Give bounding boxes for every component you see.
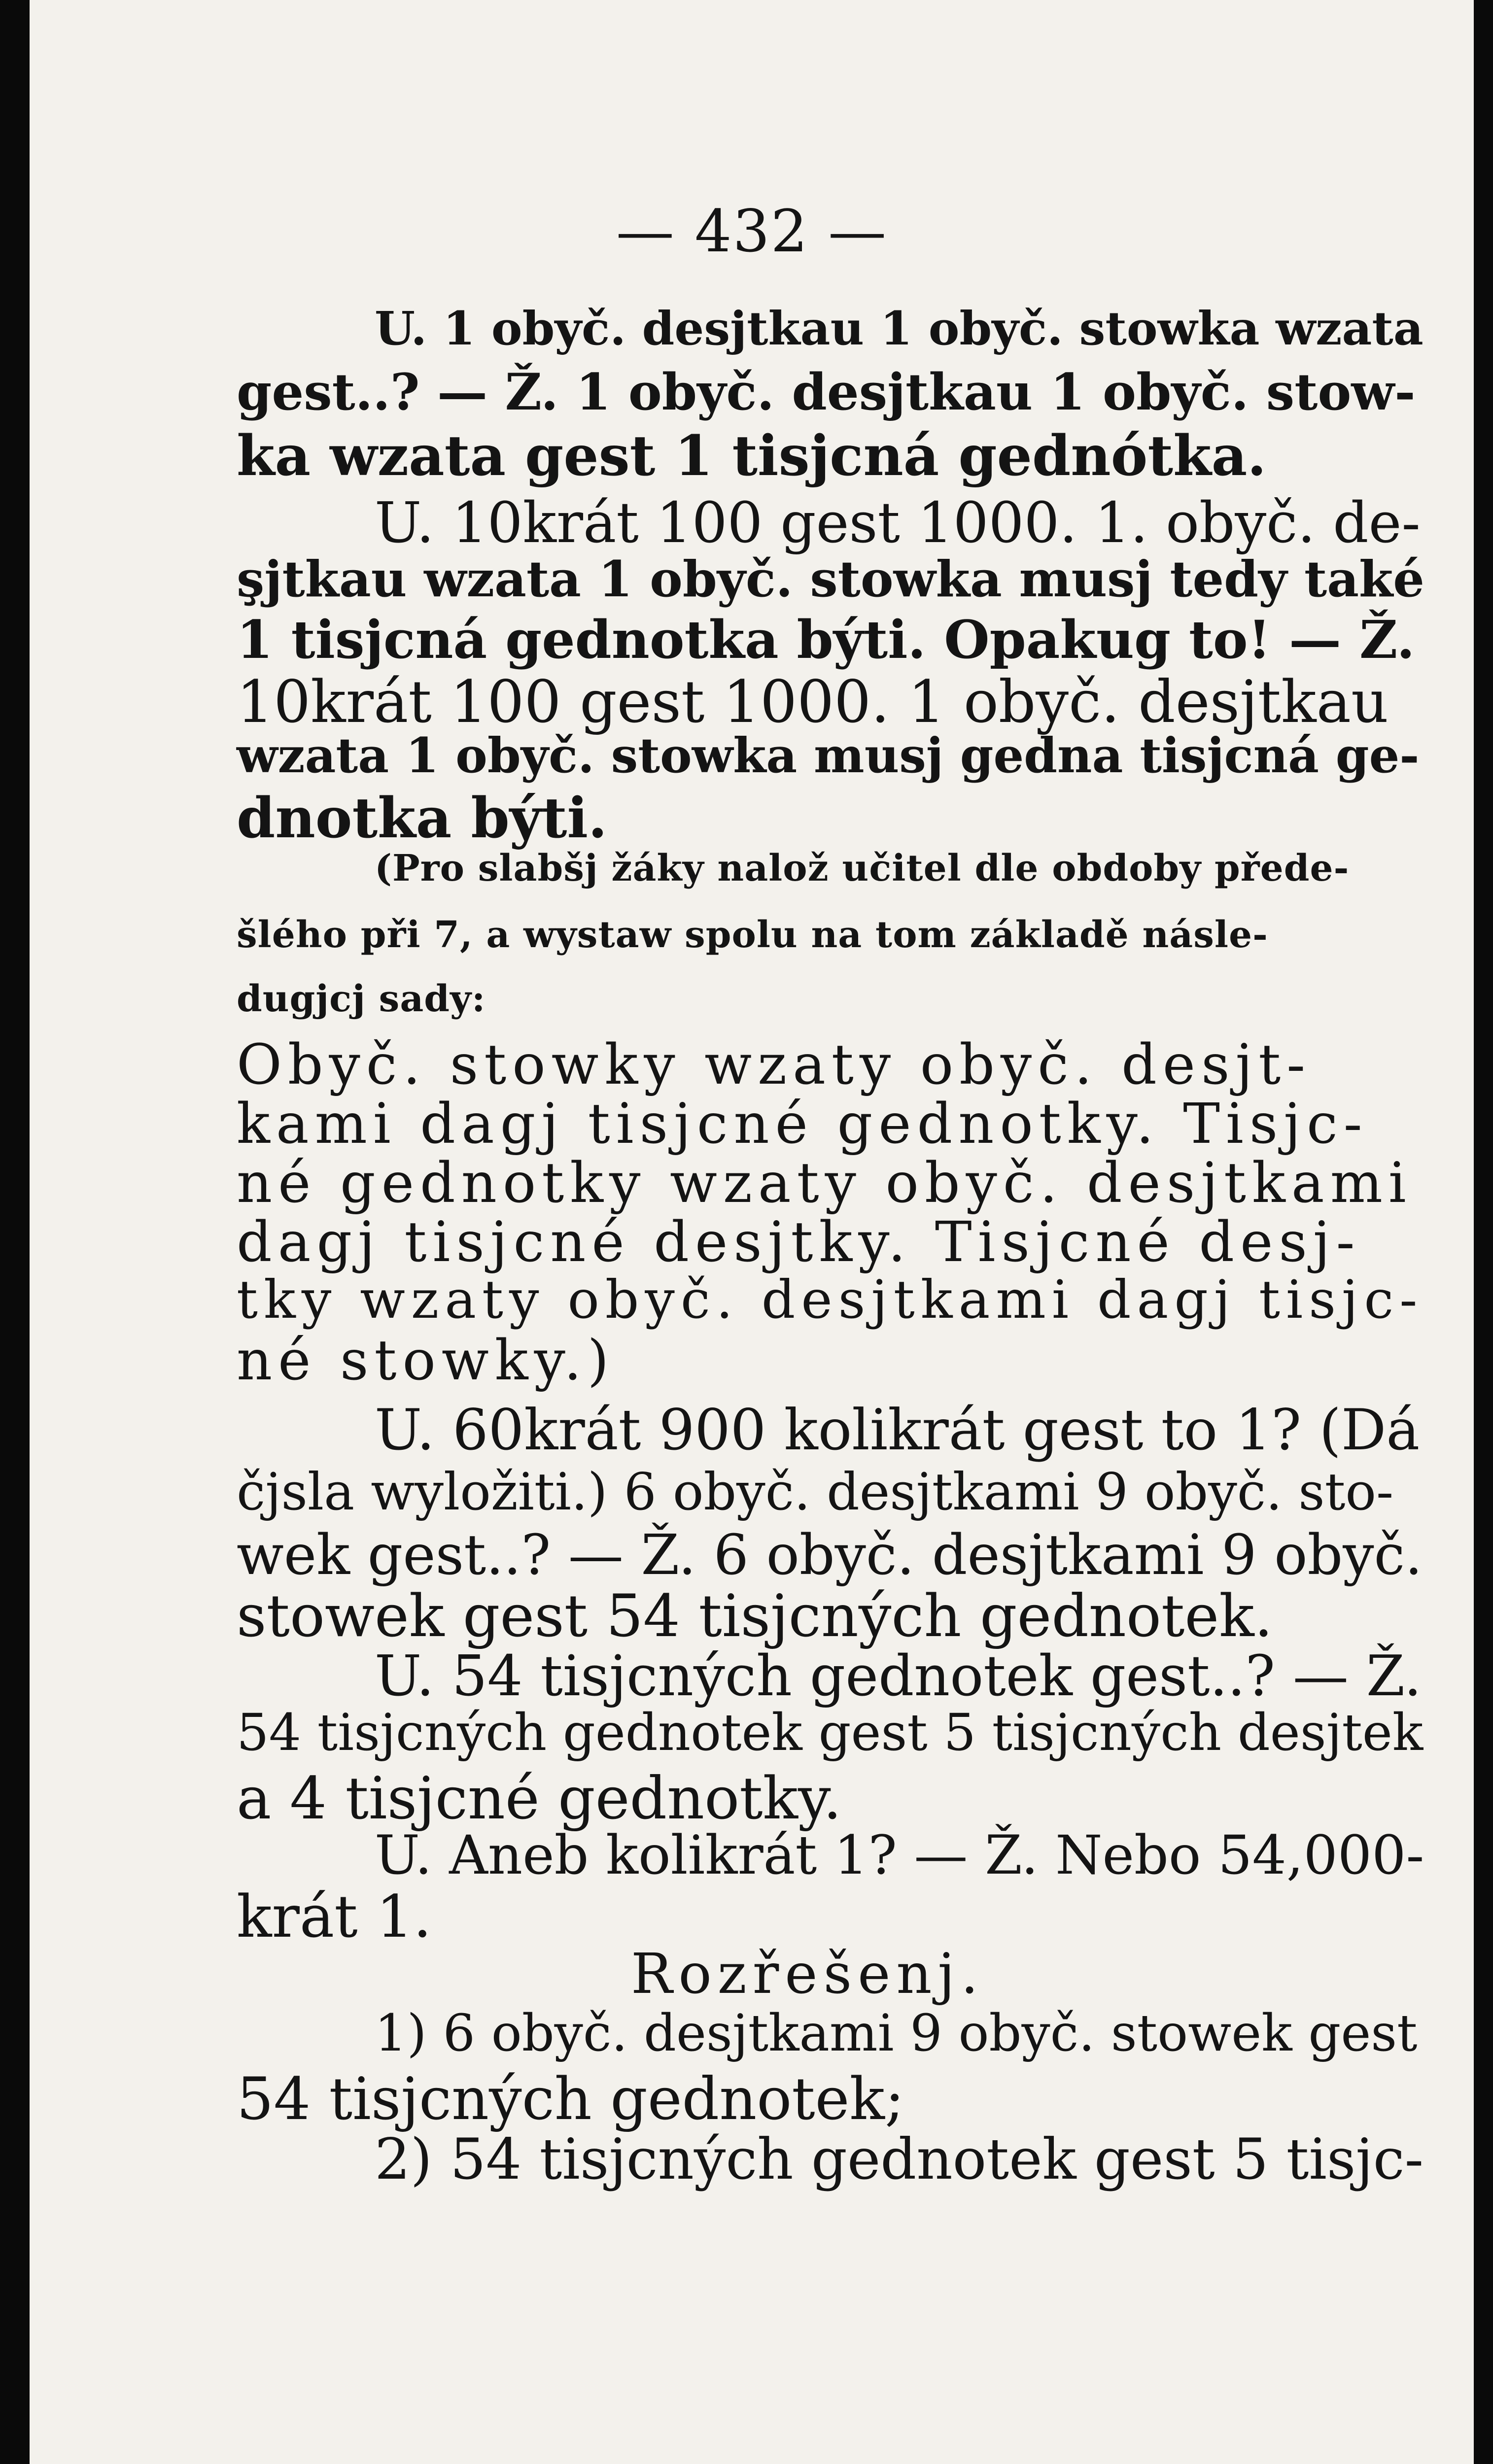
text-line: U. 60krát 900 kolikrát gest to 1? (Dá: [375, 1397, 1420, 1463]
text-line: U. 54 tisjcných gednotek gest..? — Ž.: [375, 1643, 1422, 1709]
text-line: stowek gest 54 tisjcných gednotek.: [237, 1582, 1273, 1650]
note-line: dugjcj sady:: [237, 978, 486, 1020]
text-line: čjsla wyložiti.) 6 obyč. desjtkami 9 obyč. sto-: [237, 1462, 1394, 1522]
spaced-line: né stowky.): [237, 1329, 615, 1393]
note-line: šlého při 7, a wystaw spolu na tom základě násle-: [237, 914, 1268, 956]
spaced-line: kami dagj tisjcné gednotky. Tisjc-: [237, 1092, 1368, 1156]
text-line: dnotka býti.: [237, 786, 608, 851]
text-line: gest..? — Ž. 1 obyč. desjtkau 1 obyč. stow-: [237, 363, 1416, 422]
text-line: krát 1.: [237, 1882, 432, 1951]
page-number: — 432 —: [616, 197, 888, 265]
text-line: U. 1 obyč. desjtkau 1 obyč. stowka wzata: [375, 302, 1424, 356]
spaced-line: Obyč. stowky wzaty obyč. desjt-: [237, 1033, 1312, 1097]
text-line: U. 10krát 100 gest 1000. 1. obyč. de-: [375, 490, 1421, 555]
text-line: ka wzata gest 1 tisjcná gednótka.: [237, 424, 1267, 488]
text-line: 54 tisjcných gednotek gest 5 tisjcných desjtek: [237, 1703, 1424, 1762]
text-line: 2) 54 tisjcných gednotek gest 5 tisjc-: [375, 2126, 1424, 2192]
text-line: 54 tisjcných gednotek;: [237, 2065, 904, 2133]
text-line: 1 tisjcná gednotka býti. Opakug to! — Ž.: [237, 609, 1415, 670]
text-line: 1) 6 obyč. desjtkami 9 obyč. stowek gest: [375, 2004, 1418, 2063]
spaced-line: tky wzaty obyč. desjtkami dagj tisjc-: [237, 1269, 1424, 1331]
text-line: wek gest..? — Ž. 6 obyč. desjtkami 9 obyč.: [237, 1523, 1423, 1587]
text-line: wzata 1 obyč. stowka musj gedna tisjcná ge-: [237, 727, 1420, 784]
text-line: şjtkau wzata 1 obyč. stowka musj tedy také: [237, 550, 1424, 608]
text-line: 10krát 100 gest 1000. 1 obyč. desjtkau: [237, 668, 1389, 736]
note-line: (Pro slabšj žáky nalož učitel dle obdoby přede-: [375, 847, 1350, 890]
spaced-line: dagj tisjcné desjtky. Tisjcné desj-: [237, 1210, 1361, 1274]
section-heading: Rozřešenj.: [631, 1942, 984, 2006]
text-line: a 4 tisjcné gednotky.: [237, 1764, 842, 1832]
book-page: [30, 0, 1474, 2464]
text-line: U. Aneb kolikrát 1? — Ž. Nebo 54,000-: [375, 1824, 1424, 1886]
spaced-line: né gednotky wzaty obyč. desjtkami: [237, 1151, 1412, 1215]
